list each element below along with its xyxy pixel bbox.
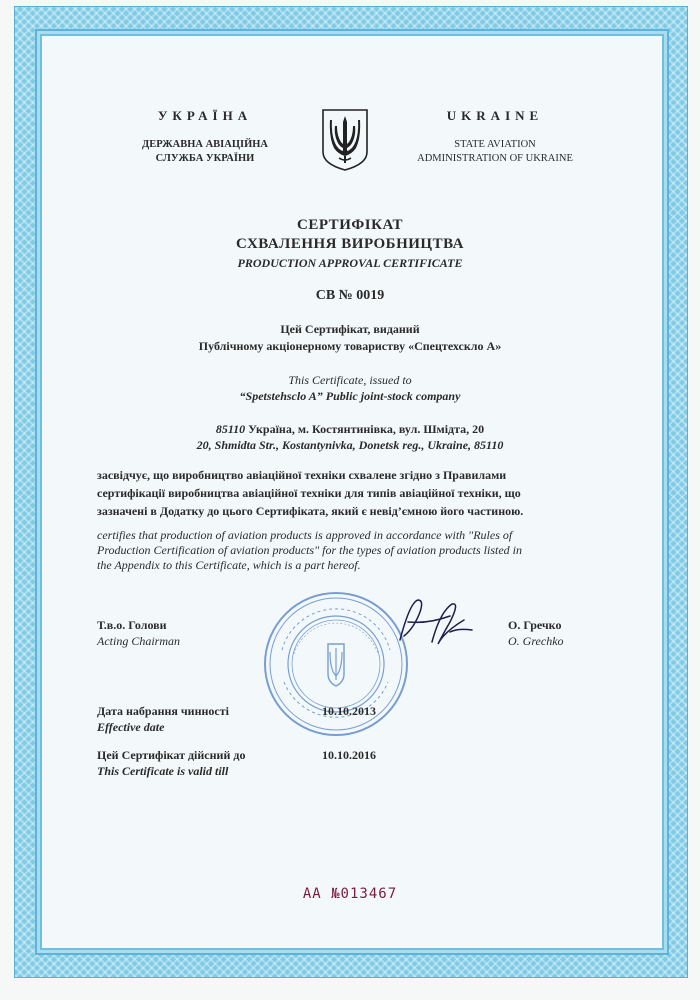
address-ua-postcode: 85110 [215, 422, 246, 436]
agency-ua-line2: СЛУЖБА УКРАЇНИ [155, 153, 255, 164]
title-certificate: СЕРТИФІКАТ [297, 217, 403, 233]
header-left [130, 108, 280, 166]
signatory-role-en: Acting Chairman [97, 634, 180, 648]
address-ua [0, 422, 700, 437]
body-en-line2: Production Certification of aviation products" for the types of aviation products listed in [97, 543, 523, 557]
body-en-line3: the Appendix to this Certificate, which is a part hereof. [97, 558, 361, 572]
issued-to-en-line1: This Certificate, issued to [288, 373, 412, 387]
effective-date-value: 10.10.2013 [322, 704, 376, 718]
issued-to-ua-line2: Публічному акціонерному товариству «Спецтехскло А» [198, 339, 502, 353]
signatory-role-ua: Т.в.о. Голови [97, 618, 167, 632]
signatory-name-ua: О. Гречко [508, 618, 562, 632]
title-production-approval-en: PRODUCTION APPROVAL CERTIFICATE [237, 256, 463, 270]
effective-date-label-en: Effective date [97, 720, 165, 734]
agency-en [410, 138, 580, 166]
body-en-line1: certifies that production of aviation products is approved in accordance with "Rules of [97, 528, 513, 542]
body-en [97, 528, 605, 573]
body-ua-line1: засвідчує, що виробництво авіаційної техніки схвалене згідно з Правилами [97, 468, 507, 482]
agency-ua [130, 138, 280, 166]
title-production-approval-ua: СХВАЛЕННЯ ВИРОБНИЦТВА [236, 236, 464, 252]
body-ua [97, 466, 605, 520]
valid-until-label-en: This Certificate is valid till [97, 764, 229, 778]
valid-until-value: 10.10.2016 [322, 748, 376, 762]
agency-en-line1: STATE AVIATION [454, 139, 536, 150]
address-ua-rest: Україна, м. Костянтинівка, вул. Шмідта, 20 [248, 422, 485, 436]
body-ua-line2: сертифікації виробництва авіаційної техніки для типів авіаційної техніки, що [97, 486, 521, 500]
country-en: UKRAINE [446, 108, 544, 123]
agency-ua-line1: ДЕРЖАВНА АВІАЦІЙНА [141, 139, 269, 150]
certificate-number: СВ № 0019 [315, 288, 385, 303]
agency-en-line2: ADMINISTRATION OF UKRAINE [417, 153, 573, 164]
signatory-name-en: O. Grechko [508, 634, 564, 648]
handwritten-signature [380, 592, 480, 652]
header-right [410, 108, 580, 166]
issued-to-en-line2: “Spetstehsclo A” Public joint-stock company [239, 389, 461, 403]
effective-date-label-ua: Дата набрання чинності [97, 704, 229, 718]
trident-icon [320, 108, 370, 172]
country-ua: УКРАЇНА [157, 108, 253, 123]
address-en: 20, Shmidta Str., Kostantynivka, Donetsk reg., Ukraine, 85110 [196, 438, 504, 452]
issued-to-ua-line1: Цей Сертифікат, виданий [280, 322, 420, 336]
valid-until-label-ua: Цей Сертифікат дійсний до [97, 748, 246, 762]
serial-number: АА №013467 [302, 886, 398, 902]
body-ua-line3: зазначені в Додатку до цього Сертифіката, який є невід’ємною його частиною. [97, 504, 524, 518]
